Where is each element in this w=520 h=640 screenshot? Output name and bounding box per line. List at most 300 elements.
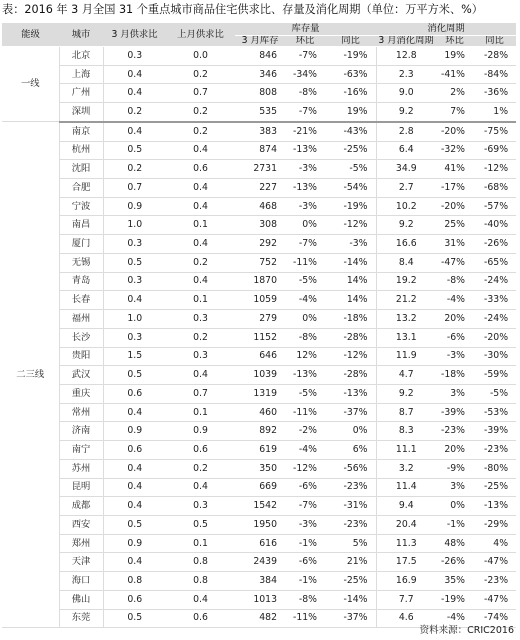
stock-march-cell: 227	[235, 179, 285, 198]
cycle-march-cell: 8.4	[376, 253, 436, 272]
cycle-mom-cell: -39%	[436, 403, 473, 422]
cycle-march-cell: 11.1	[376, 441, 436, 460]
cycle-mom-cell: -41%	[436, 65, 473, 84]
stock-yoy-cell: -37%	[325, 403, 376, 422]
table-row	[2, 291, 516, 310]
stock-mom-cell: -4%	[285, 441, 325, 460]
stock-march-cell: 460	[235, 403, 285, 422]
stock-march-cell: 279	[235, 310, 285, 329]
cycle-march-cell: 10.2	[376, 197, 436, 216]
march-ratio-cell: 0.6	[103, 590, 166, 609]
data-source-note: 资料来源：CRIC2016	[419, 625, 514, 636]
cycle-yoy-cell: -74%	[473, 609, 516, 628]
stock-mom-cell: -4%	[285, 291, 325, 310]
table-row	[2, 347, 516, 366]
cycle-mom-cell: -26%	[436, 553, 473, 572]
table-row	[2, 216, 516, 235]
cycle-yoy-cell: -13%	[473, 497, 516, 516]
cycle-mom-cell: 3%	[436, 478, 473, 497]
stock-march-cell: 292	[235, 235, 285, 254]
feb-ratio-cell: 0.8	[166, 553, 235, 572]
stock-march-cell: 482	[235, 609, 285, 628]
cycle-mom-cell: 20%	[436, 310, 473, 329]
feb-ratio-cell: 0.2	[166, 122, 235, 141]
stock-yoy-cell: 6%	[325, 441, 376, 460]
feb-ratio-cell: 0.3	[166, 497, 235, 516]
stock-mom-cell: -12%	[285, 459, 325, 478]
table-row	[2, 497, 516, 516]
cycle-yoy-cell: -47%	[473, 590, 516, 609]
cycle-yoy-cell: -39%	[473, 422, 516, 441]
cycle-mom-cell: 20%	[436, 441, 473, 460]
stock-mom-cell: -6%	[285, 553, 325, 572]
city-cell: 杭州	[59, 141, 103, 160]
stock-mom-cell: -3%	[285, 197, 325, 216]
city-cell: 海口	[59, 572, 103, 591]
feb-ratio-cell: 0.2	[166, 103, 235, 122]
cycle-mom-cell: 41%	[436, 160, 473, 179]
march-ratio-cell: 0.3	[103, 328, 166, 347]
header-march-ratio: 3 月供求比	[103, 23, 166, 47]
march-ratio-cell: 0.5	[103, 253, 166, 272]
stock-yoy-cell: -3%	[325, 235, 376, 254]
stock-march-cell: 308	[235, 216, 285, 235]
cycle-mom-cell: -23%	[436, 422, 473, 441]
feb-ratio-cell: 0.8	[166, 572, 235, 591]
cycle-march-cell: 9.2	[376, 384, 436, 403]
city-cell: 福州	[59, 310, 103, 329]
march-ratio-cell: 0.2	[103, 103, 166, 122]
city-cell: 佛山	[59, 590, 103, 609]
cycle-march-cell: 13.1	[376, 328, 436, 347]
cycle-mom-cell: -4%	[436, 609, 473, 628]
feb-ratio-cell: 0.4	[166, 197, 235, 216]
stock-yoy-cell: -14%	[325, 253, 376, 272]
stock-march-cell: 874	[235, 141, 285, 160]
table-row	[2, 197, 516, 216]
table-row	[2, 403, 516, 422]
stock-march-cell: 808	[235, 84, 285, 103]
stock-march-cell: 1870	[235, 272, 285, 291]
march-ratio-cell: 0.4	[103, 403, 166, 422]
stock-mom-cell: -34%	[285, 65, 325, 84]
cycle-march-cell: 19.2	[376, 272, 436, 291]
table-row	[2, 384, 516, 403]
city-cell: 长春	[59, 291, 103, 310]
cycle-march-cell: 20.4	[376, 515, 436, 534]
stock-mom-cell: -7%	[285, 47, 325, 66]
table-row	[2, 478, 516, 497]
stock-march-cell: 1013	[235, 590, 285, 609]
cycle-mom-cell: 3%	[436, 384, 473, 403]
cycle-yoy-cell: -36%	[473, 84, 516, 103]
stock-yoy-cell: -56%	[325, 459, 376, 478]
cycle-march-cell: 4.6	[376, 609, 436, 628]
march-ratio-cell: 0.5	[103, 141, 166, 160]
cycle-march-cell: 2.8	[376, 122, 436, 141]
table-row	[2, 272, 516, 291]
march-ratio-cell: 0.4	[103, 291, 166, 310]
table-body	[2, 47, 516, 628]
feb-ratio-cell: 0.2	[166, 65, 235, 84]
stock-mom-cell: -5%	[285, 384, 325, 403]
march-ratio-cell: 0.8	[103, 572, 166, 591]
stock-yoy-cell: 19%	[325, 103, 376, 122]
stock-march-cell: 1319	[235, 384, 285, 403]
stock-march-cell: 384	[235, 572, 285, 591]
cycle-mom-cell: -47%	[436, 253, 473, 272]
cycle-yoy-cell: -26%	[473, 235, 516, 254]
cycle-yoy-cell: -80%	[473, 459, 516, 478]
march-ratio-cell: 0.5	[103, 366, 166, 385]
march-ratio-cell: 0.4	[103, 122, 166, 141]
feb-ratio-cell: 0.3	[166, 310, 235, 329]
stock-mom-cell: 0%	[285, 310, 325, 329]
header-cycle-yoy: 同比	[473, 36, 516, 47]
feb-ratio-cell: 0.2	[166, 459, 235, 478]
march-ratio-cell: 0.3	[103, 47, 166, 66]
city-cell: 贵阳	[59, 347, 103, 366]
stock-march-cell: 892	[235, 422, 285, 441]
feb-ratio-cell: 0.4	[166, 478, 235, 497]
stock-yoy-cell: -5%	[325, 160, 376, 179]
city-cell: 西安	[59, 515, 103, 534]
feb-ratio-cell: 0.6	[166, 441, 235, 460]
feb-ratio-cell: 0.2	[166, 328, 235, 347]
stock-mom-cell: -11%	[285, 253, 325, 272]
feb-ratio-cell: 0.7	[166, 384, 235, 403]
stock-march-cell: 1059	[235, 291, 285, 310]
city-cell: 南昌	[59, 216, 103, 235]
city-cell: 天津	[59, 553, 103, 572]
march-ratio-cell: 0.5	[103, 515, 166, 534]
march-ratio-cell: 0.9	[103, 534, 166, 553]
stock-mom-cell: -11%	[285, 609, 325, 628]
stock-mom-cell: -3%	[285, 160, 325, 179]
cycle-yoy-cell: -68%	[473, 179, 516, 198]
feb-ratio-cell: 0.9	[166, 422, 235, 441]
stock-mom-cell: -7%	[285, 497, 325, 516]
feb-ratio-cell: 0.4	[166, 235, 235, 254]
cycle-mom-cell: 0%	[436, 497, 473, 516]
cycle-mom-cell: -1%	[436, 515, 473, 534]
cycle-mom-cell: 35%	[436, 572, 473, 591]
stock-yoy-cell: -25%	[325, 141, 376, 160]
stock-yoy-cell: 14%	[325, 272, 376, 291]
stock-march-cell: 350	[235, 459, 285, 478]
stock-yoy-cell: -12%	[325, 216, 376, 235]
cycle-march-cell: 2.7	[376, 179, 436, 198]
cycle-march-cell: 3.2	[376, 459, 436, 478]
march-ratio-cell: 0.4	[103, 84, 166, 103]
city-cell: 广州	[59, 84, 103, 103]
cycle-mom-cell: -20%	[436, 122, 473, 141]
header-stock-mom: 环比	[285, 36, 325, 47]
cycle-mom-cell: 48%	[436, 534, 473, 553]
stock-march-cell: 846	[235, 47, 285, 66]
table-row	[2, 590, 516, 609]
cycle-march-cell: 11.3	[376, 534, 436, 553]
table-row	[2, 84, 516, 103]
city-cell: 重庆	[59, 384, 103, 403]
stock-yoy-cell: -14%	[325, 590, 376, 609]
cycle-yoy-cell: 1%	[473, 103, 516, 122]
table-row	[2, 422, 516, 441]
march-ratio-cell: 0.4	[103, 65, 166, 84]
cycle-yoy-cell: -12%	[473, 160, 516, 179]
stock-yoy-cell: -54%	[325, 179, 376, 198]
table-row	[2, 534, 516, 553]
feb-ratio-cell: 0.4	[166, 141, 235, 160]
stock-march-cell: 619	[235, 441, 285, 460]
cycle-yoy-cell: -24%	[473, 310, 516, 329]
city-cell: 南宁	[59, 441, 103, 460]
city-cell: 苏州	[59, 459, 103, 478]
feb-ratio-cell: 0.4	[166, 179, 235, 198]
stock-yoy-cell: -16%	[325, 84, 376, 103]
table-row	[2, 122, 516, 141]
feb-ratio-cell: 0.5	[166, 515, 235, 534]
table-row	[2, 253, 516, 272]
table-row	[2, 572, 516, 591]
stock-mom-cell: -8%	[285, 328, 325, 347]
cycle-march-cell: 8.3	[376, 422, 436, 441]
march-ratio-cell: 1.0	[103, 216, 166, 235]
feb-ratio-cell: 0.6	[166, 160, 235, 179]
cycle-mom-cell: -3%	[436, 347, 473, 366]
cycle-yoy-cell: -53%	[473, 403, 516, 422]
stock-yoy-cell: 0%	[325, 422, 376, 441]
cycle-march-cell: 17.5	[376, 553, 436, 572]
stock-march-cell: 646	[235, 347, 285, 366]
cycle-march-cell: 9.2	[376, 216, 436, 235]
city-cell: 武汉	[59, 366, 103, 385]
city-cell: 常州	[59, 403, 103, 422]
stock-yoy-cell: 14%	[325, 291, 376, 310]
table-row	[2, 328, 516, 347]
stock-mom-cell: -5%	[285, 272, 325, 291]
table-row	[2, 366, 516, 385]
stock-yoy-cell: -12%	[325, 347, 376, 366]
feb-ratio-cell: 0.2	[166, 253, 235, 272]
level-cell: 一线	[2, 47, 59, 122]
stock-march-cell: 616	[235, 534, 285, 553]
cycle-mom-cell: -4%	[436, 291, 473, 310]
stock-yoy-cell: -28%	[325, 366, 376, 385]
stock-mom-cell: 12%	[285, 347, 325, 366]
stock-mom-cell: -8%	[285, 590, 325, 609]
cycle-yoy-cell: -57%	[473, 197, 516, 216]
march-ratio-cell: 0.2	[103, 160, 166, 179]
cycle-march-cell: 9.0	[376, 84, 436, 103]
city-cell: 无锡	[59, 253, 103, 272]
cycle-mom-cell: -20%	[436, 197, 473, 216]
cycle-yoy-cell: -29%	[473, 515, 516, 534]
cycle-yoy-cell: -5%	[473, 384, 516, 403]
stock-yoy-cell: -19%	[325, 47, 376, 66]
table-row	[2, 310, 516, 329]
table-row	[2, 179, 516, 198]
table-row	[2, 160, 516, 179]
cycle-march-cell: 8.7	[376, 403, 436, 422]
cycle-yoy-cell: -59%	[473, 366, 516, 385]
stock-yoy-cell: -23%	[325, 478, 376, 497]
level-cell: 二三线	[2, 122, 59, 628]
stock-mom-cell: 0%	[285, 216, 325, 235]
cycle-march-cell: 13.2	[376, 310, 436, 329]
stock-march-cell: 2439	[235, 553, 285, 572]
header-city: 城市	[59, 23, 103, 47]
cycle-mom-cell: -32%	[436, 141, 473, 160]
march-ratio-cell: 1.0	[103, 310, 166, 329]
stock-mom-cell: -13%	[285, 141, 325, 160]
cycle-yoy-cell: -65%	[473, 253, 516, 272]
header-stock-yoy: 同比	[325, 36, 376, 47]
table-header	[2, 23, 516, 47]
cycle-mom-cell: 19%	[436, 47, 473, 66]
city-cell: 昆明	[59, 478, 103, 497]
stock-mom-cell: -2%	[285, 422, 325, 441]
stock-mom-cell: -13%	[285, 179, 325, 198]
header-cycle-group: 消化周期	[376, 23, 516, 36]
stock-yoy-cell: -13%	[325, 384, 376, 403]
cycle-mom-cell: -17%	[436, 179, 473, 198]
stock-mom-cell: -6%	[285, 478, 325, 497]
stock-mom-cell: -1%	[285, 534, 325, 553]
cycle-march-cell: 12.8	[376, 47, 436, 66]
cycle-yoy-cell: -47%	[473, 553, 516, 572]
cycle-yoy-cell: -30%	[473, 347, 516, 366]
cycle-mom-cell: 25%	[436, 216, 473, 235]
city-cell: 宁波	[59, 197, 103, 216]
march-ratio-cell: 0.6	[103, 441, 166, 460]
feb-ratio-cell: 0.1	[166, 403, 235, 422]
stock-march-cell: 1039	[235, 366, 285, 385]
cycle-mom-cell: 2%	[436, 84, 473, 103]
stock-mom-cell: -7%	[285, 235, 325, 254]
city-cell: 合肥	[59, 179, 103, 198]
cycle-march-cell: 16.6	[376, 235, 436, 254]
march-ratio-cell: 0.3	[103, 235, 166, 254]
stock-yoy-cell: -28%	[325, 328, 376, 347]
cycle-yoy-cell: -84%	[473, 65, 516, 84]
cycle-yoy-cell: 4%	[473, 534, 516, 553]
stock-mom-cell: -1%	[285, 572, 325, 591]
cycle-yoy-cell: -20%	[473, 328, 516, 347]
city-cell: 济南	[59, 422, 103, 441]
march-ratio-cell: 0.6	[103, 384, 166, 403]
city-cell: 南京	[59, 122, 103, 141]
cycle-mom-cell: 31%	[436, 235, 473, 254]
march-ratio-cell: 0.4	[103, 478, 166, 497]
table-row	[2, 459, 516, 478]
stock-march-cell: 468	[235, 197, 285, 216]
cycle-mom-cell: -19%	[436, 590, 473, 609]
cycle-yoy-cell: -69%	[473, 141, 516, 160]
header-cycle-march: 3 月消化周期	[376, 36, 436, 47]
table-row	[2, 103, 516, 122]
city-cell: 东莞	[59, 609, 103, 628]
march-ratio-cell: 0.4	[103, 497, 166, 516]
table-row	[2, 235, 516, 254]
stock-march-cell: 346	[235, 65, 285, 84]
cycle-mom-cell: 7%	[436, 103, 473, 122]
feb-ratio-cell: 0.1	[166, 216, 235, 235]
cycle-march-cell: 11.4	[376, 478, 436, 497]
cycle-march-cell: 9.2	[376, 103, 436, 122]
city-cell: 长沙	[59, 328, 103, 347]
stock-mom-cell: -13%	[285, 366, 325, 385]
feb-ratio-cell: 0.7	[166, 84, 235, 103]
table-row	[2, 553, 516, 572]
header-stock-group: 库存量	[235, 23, 376, 36]
header-stock-march: 3 月库存	[235, 36, 285, 47]
table-row	[2, 141, 516, 160]
stock-mom-cell: -7%	[285, 103, 325, 122]
stock-march-cell: 383	[235, 122, 285, 141]
stock-march-cell: 1152	[235, 328, 285, 347]
table-row	[2, 441, 516, 460]
feb-ratio-cell: 0.1	[166, 291, 235, 310]
table-row	[2, 47, 516, 66]
cycle-march-cell: 6.4	[376, 141, 436, 160]
cycle-yoy-cell: -24%	[473, 272, 516, 291]
stock-mom-cell: -11%	[285, 403, 325, 422]
feb-ratio-cell: 0.4	[166, 590, 235, 609]
stock-yoy-cell: -18%	[325, 310, 376, 329]
march-ratio-cell: 1.5	[103, 347, 166, 366]
feb-ratio-cell: 0.0	[166, 47, 235, 66]
supply-demand-table	[2, 23, 516, 628]
cycle-mom-cell: -9%	[436, 459, 473, 478]
march-ratio-cell: 0.9	[103, 422, 166, 441]
city-cell: 厦门	[59, 235, 103, 254]
city-cell: 成都	[59, 497, 103, 516]
stock-march-cell: 752	[235, 253, 285, 272]
cycle-march-cell: 34.9	[376, 160, 436, 179]
city-cell: 深圳	[59, 103, 103, 122]
cycle-yoy-cell: -23%	[473, 441, 516, 460]
stock-march-cell: 2731	[235, 160, 285, 179]
cycle-yoy-cell: -23%	[473, 572, 516, 591]
city-cell: 青岛	[59, 272, 103, 291]
table-row	[2, 65, 516, 84]
stock-march-cell: 669	[235, 478, 285, 497]
feb-ratio-cell: 0.4	[166, 272, 235, 291]
feb-ratio-cell: 0.4	[166, 366, 235, 385]
stock-yoy-cell: -19%	[325, 197, 376, 216]
stock-yoy-cell: -31%	[325, 497, 376, 516]
stock-yoy-cell: -43%	[325, 122, 376, 141]
header-cycle-mom: 环比	[436, 36, 473, 47]
cycle-march-cell: 9.4	[376, 497, 436, 516]
cycle-march-cell: 2.3	[376, 65, 436, 84]
march-ratio-cell: 0.3	[103, 272, 166, 291]
cycle-march-cell: 11.9	[376, 347, 436, 366]
cycle-mom-cell: -6%	[436, 328, 473, 347]
feb-ratio-cell: 0.3	[166, 347, 235, 366]
cycle-mom-cell: -18%	[436, 366, 473, 385]
cycle-mom-cell: -8%	[436, 272, 473, 291]
march-ratio-cell: 0.5	[103, 609, 166, 628]
march-ratio-cell: 0.4	[103, 459, 166, 478]
city-cell: 北京	[59, 47, 103, 66]
feb-ratio-cell: 0.6	[166, 609, 235, 628]
stock-mom-cell: -8%	[285, 84, 325, 103]
header-level: 能级	[2, 23, 59, 47]
cycle-yoy-cell: -25%	[473, 478, 516, 497]
cycle-march-cell: 7.7	[376, 590, 436, 609]
